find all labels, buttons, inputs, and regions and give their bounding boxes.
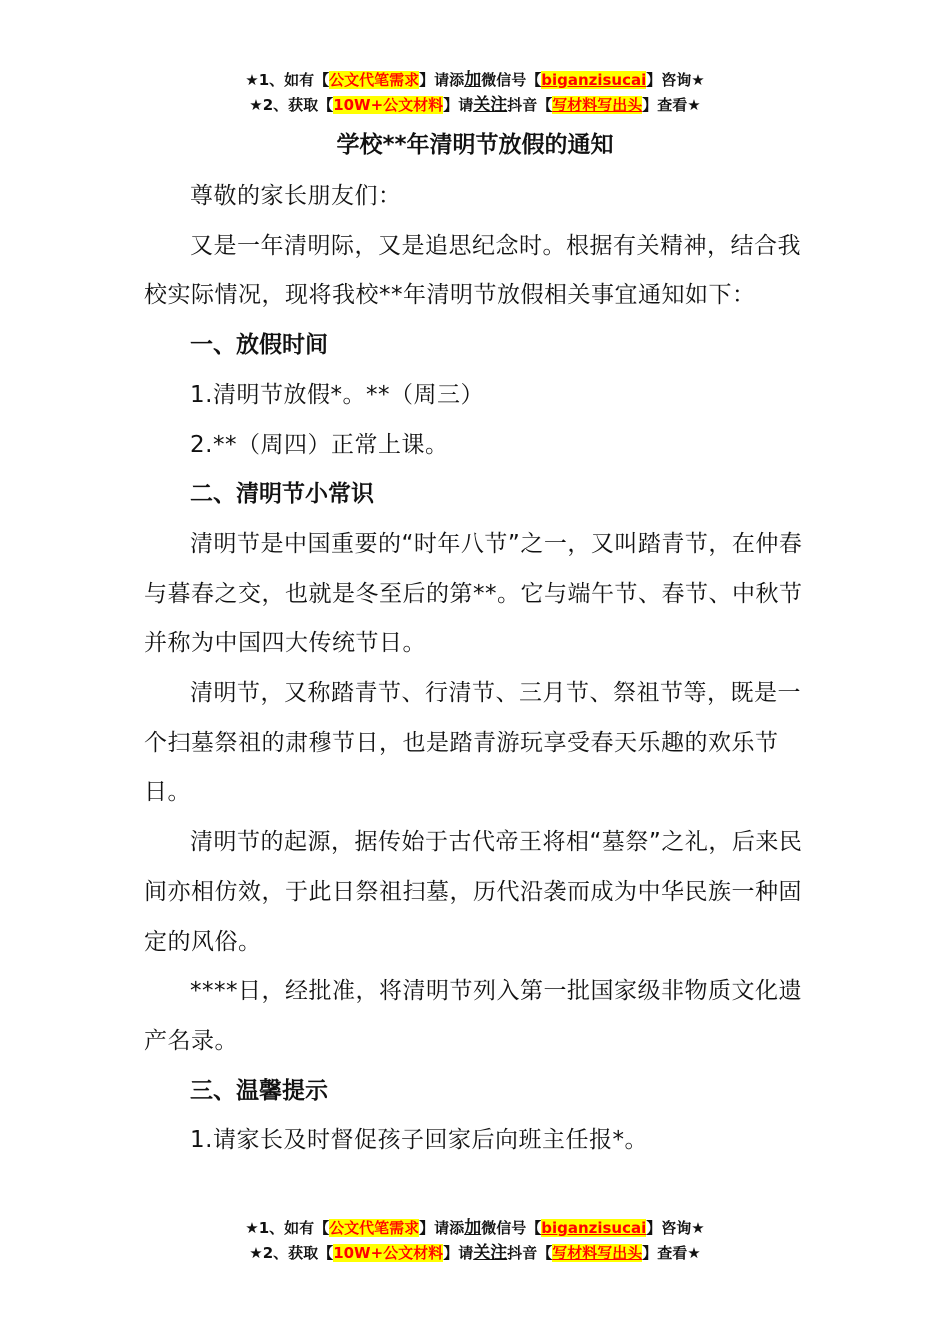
promo-text: 】查看★ <box>642 96 701 114</box>
promo-text: 】咨询★ <box>646 71 705 89</box>
promo-text: ★2、获取【 <box>249 96 334 114</box>
section-heading-holiday-time: 一、放假时间 <box>190 332 328 359</box>
promo-text: 】咨询★ <box>646 1219 705 1237</box>
promo-text: 抖音【 <box>507 1244 553 1262</box>
promo-banner-bottom <box>0 1216 950 1266</box>
highlight-materials: 10W+公文材料 <box>333 96 444 114</box>
promo-text: 】查看★ <box>642 1244 701 1262</box>
intro-paragraph: 又是一年清明际，又是追思纪念时。根据有关精神，结合我校实际情况，现将我校**年清明节放假相关事宜通知如下： <box>144 232 801 309</box>
promo-text: 】请 <box>443 1244 474 1262</box>
promo-text: 抖音【 <box>507 96 553 114</box>
promo-text: 】请 <box>443 96 474 114</box>
highlight-service: 公文代笔需求 <box>329 1219 420 1237</box>
promo-banner-top <box>0 68 950 118</box>
promo-line-1 <box>0 1216 950 1241</box>
document-title: 学校**年清明节放假的通知 <box>336 132 614 158</box>
holiday-item-2: 2.**（周四）正常上课。 <box>190 431 449 458</box>
knowledge-paragraph-1: 清明节是中国重要的“时年八节”之一，又叫踏青节，在仲春与暮春之交，也就是冬至后的第**。它与端午节、春节、中秋节并称为中国四大传统节日。 <box>144 530 803 657</box>
douyin-account[interactable]: 写材料写出头 <box>552 96 643 114</box>
document-body <box>144 172 824 1166</box>
knowledge-paragraph-4: ****日，经批准，将清明节列入第一批国家级非物质文化遗产名录。 <box>144 978 802 1054</box>
promo-text-emphasis: 关注 <box>473 95 508 115</box>
promo-text: 】请添 <box>419 1219 465 1237</box>
section-heading-reminder: 三、温馨提示 <box>190 1077 328 1104</box>
promo-text-emphasis: 加 <box>464 1218 482 1238</box>
promo-text-emphasis: 加 <box>464 70 482 90</box>
promo-text: ★2、获取【 <box>249 1244 334 1262</box>
wechat-id[interactable]: biganzisucai <box>541 71 647 89</box>
holiday-item-1: 1.清明节放假*。**（周三） <box>190 381 484 408</box>
highlight-materials: 10W+公文材料 <box>333 1244 444 1262</box>
douyin-account[interactable]: 写材料写出头 <box>552 1244 643 1262</box>
promo-text: ★1、如有【 <box>245 71 330 89</box>
promo-line-2 <box>0 1241 950 1266</box>
knowledge-paragraph-3: 清明节的起源，据传始于古代帝王将相“墓祭”之礼，后来民间亦相仿效，于此日祭祖扫墓，历代沿袭而成为中华民族一种固定的风俗。 <box>144 829 803 955</box>
wechat-id[interactable]: biganzisucai <box>541 1219 647 1237</box>
promo-text-emphasis: 关注 <box>473 1243 508 1263</box>
promo-text: 微信号【 <box>481 71 542 89</box>
reminder-item-1: 1.请家长及时督促孩子回家后向班主任报*。 <box>190 1127 648 1154</box>
knowledge-paragraph-2: 清明节，又称踏青节、行清节、三月节、祭祖节等，既是一个扫墓祭祖的肃穆节日，也是踏青游玩享受春天乐趣的欢乐节日。 <box>144 680 801 806</box>
highlight-service: 公文代笔需求 <box>329 71 420 89</box>
promo-text: ★1、如有【 <box>245 1219 330 1237</box>
promo-text: 微信号【 <box>481 1219 542 1237</box>
promo-text: 】请添 <box>419 71 465 89</box>
promo-line-1 <box>0 68 950 93</box>
greeting: 尊敬的家长朋友们： <box>190 183 402 209</box>
promo-line-2 <box>0 93 950 118</box>
section-heading-knowledge: 二、清明节小常识 <box>190 481 374 508</box>
